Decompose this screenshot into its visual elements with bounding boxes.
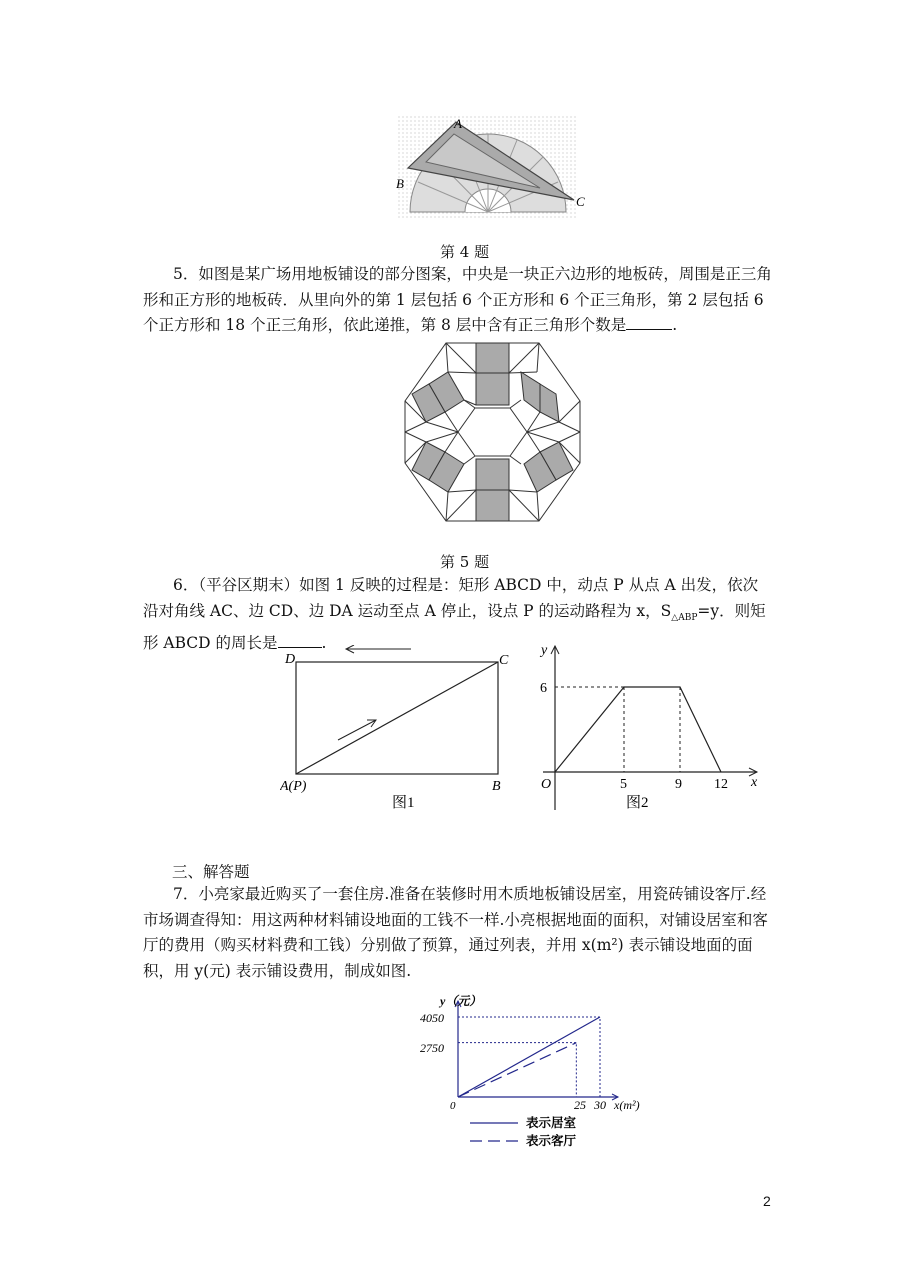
x-tick-9: 9 — [675, 777, 682, 792]
fig2-caption: 图2 — [626, 795, 649, 811]
q4-figure — [390, 112, 595, 224]
section-title: 三、解答题 — [172, 863, 250, 881]
legend-living-room: 表示客厅 — [526, 1134, 577, 1148]
origin-label: 0 — [450, 1100, 456, 1112]
fig1-caption: 图1 — [392, 795, 415, 811]
x-tick-30: 30 — [594, 1098, 606, 1112]
y-axis-label: y（元） — [440, 994, 482, 1008]
label-c: C — [576, 194, 585, 209]
q5-text: 5．如图是某广场用地板铺设的部分图案，中央是一块正六边形的地板砖，周围是正三角形和正方形的地板砖．从里向外的第 1 层包括 6 个正方形和 6 个正三角形，第 2 层包括 6 个正方形和 18 个正三角形，依此递推，第 8 层中含有正三角形个数是 . — [143, 265, 772, 334]
x-tick-12: 12 — [714, 777, 728, 792]
y-tick-2750: 2750 — [420, 1041, 444, 1055]
label-ap: A(P) — [280, 779, 307, 794]
q7-text: 7．小亮家最近购买了一套住房.准备在装修时用木质地板铺设居室，用瓷砖铺设客厅.经市场调查得知：用这两种材料铺设地面的工钱不一样.小亮根据地面的面积，对铺设居室和客厅的费用（购买材料费和工钱）分别做了预算，通过列表，并用 x(m²) 表示铺设地面的面积，用 y(元) 表示铺设费用，制成如图. — [143, 885, 768, 980]
x-axis-label: x(m²) — [614, 1098, 640, 1112]
q6-figure-1 — [280, 645, 520, 815]
q4-caption: 第 4 题 — [440, 243, 490, 261]
y-tick-6: 6 — [540, 681, 547, 696]
legend-bedroom: 表示居室 — [526, 1116, 577, 1130]
series-line-living-room — [458, 1043, 576, 1097]
label-d: D — [285, 652, 296, 667]
q5-caption: 第 5 题 — [440, 553, 490, 571]
x-tick-25: 25 — [574, 1098, 586, 1112]
series-line-bedroom — [458, 1017, 600, 1097]
label-b: B — [492, 779, 501, 794]
q6-text: 6．（平谷区期末）如图 1 反映的过程是：矩形 ABCD 中，动点 P 从点 A 出发，依次沿对角线 AC、边 CD、边 DA 运动至点 A 停止，设点 P 的运动路程为 x，$S_{\triangle ABP}=y$．则矩形 ABCD 的周长是 . — [143, 576, 766, 653]
label-c: C — [499, 653, 509, 668]
origin-label: O — [541, 777, 552, 792]
axis-y-label: y — [541, 643, 548, 658]
page-number: 2 — [763, 1193, 771, 1209]
q7-chart — [418, 993, 663, 1153]
label-a: A — [454, 116, 462, 131]
q5-figure — [400, 338, 585, 526]
q6-figure-2 — [535, 640, 770, 815]
axis-x-label: x — [751, 775, 758, 790]
y-tick-4050: 4050 — [420, 1011, 444, 1025]
label-b: B — [396, 176, 404, 191]
x-tick-5: 5 — [620, 777, 627, 792]
